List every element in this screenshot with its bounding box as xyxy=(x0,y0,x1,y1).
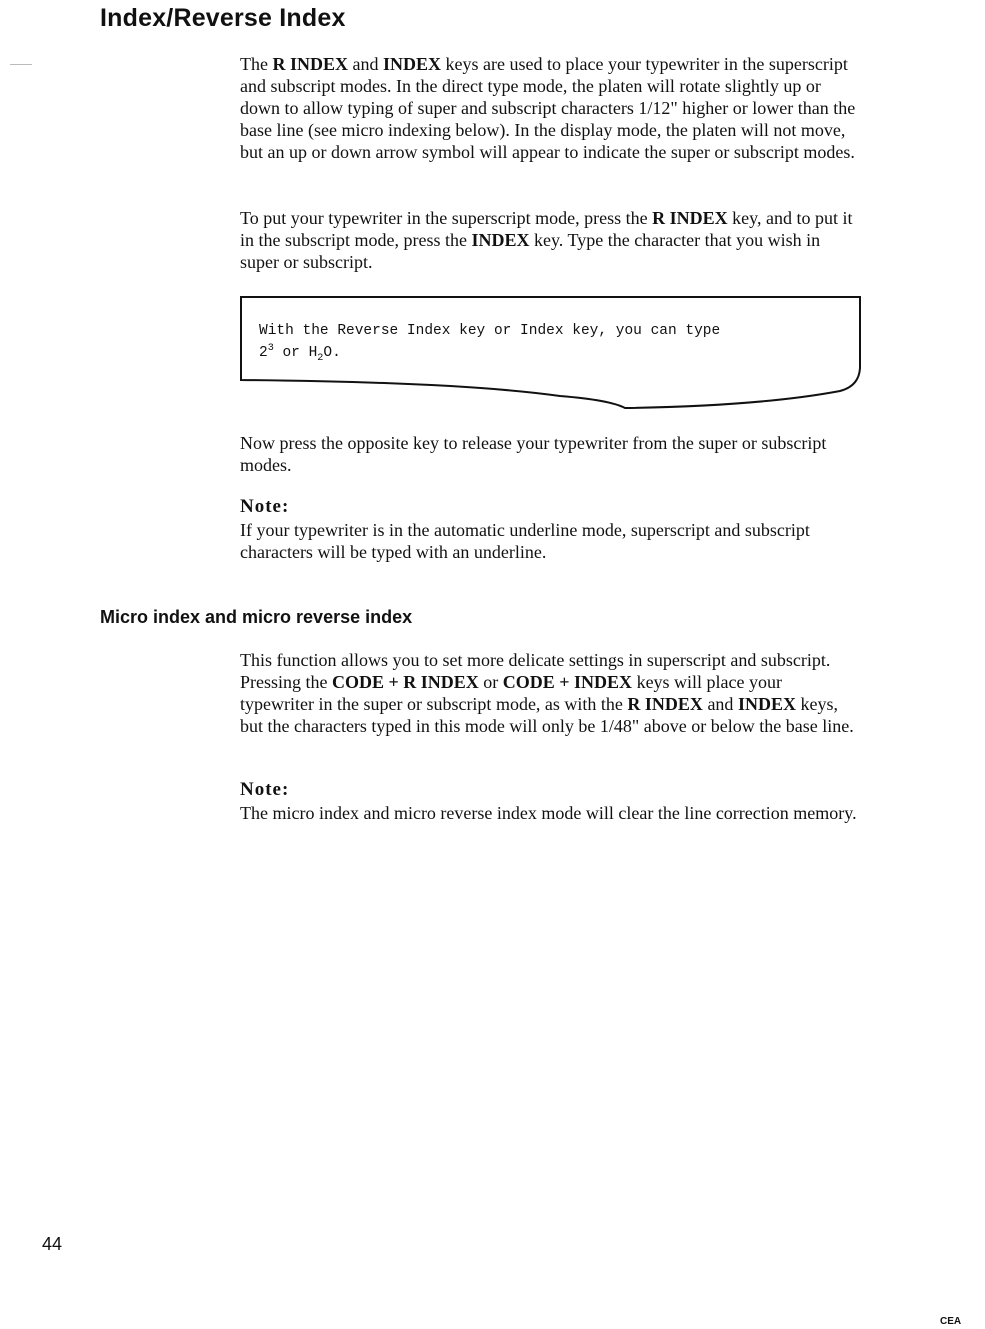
section-title: Micro index and micro reverse index xyxy=(100,607,413,627)
note-text: The micro index and micro reverse index mode will clear the line correction memory. xyxy=(240,803,857,823)
text-run: key, and to put it in the subscript mode, press the xyxy=(240,208,853,250)
key-name: R INDEX xyxy=(627,694,703,714)
intro-paragraph xyxy=(240,53,860,163)
text-run: To put your typewriter in the superscript mode, press the xyxy=(240,208,653,228)
text-run: key. Type the character that you wish in super or subscript. xyxy=(240,230,821,272)
display-char: 2 xyxy=(259,345,268,361)
subscript-char: 2 xyxy=(317,352,324,364)
page-number: 44 xyxy=(42,1234,63,1254)
text-run: The xyxy=(240,54,273,74)
display-char: or H xyxy=(273,345,318,361)
text-run: keys will place your typewriter in the super or subscript mode, as with the xyxy=(240,672,783,714)
text-run: keys, but the characters typed in this mode will only be 1/48" above or below the base line. xyxy=(240,694,854,736)
display-text xyxy=(259,320,720,364)
text-run: keys are used to place your typewriter in the superscript and subscript modes. In the direct type mode, the platen will rotate slightly up or down to allow typing of super and subscript characters 1/12" higher or lower than the base line (see micro indexing below). In the display mode, the platen will not move, but an up or down arrow symbol will appear to indicate the super or subscript modes. xyxy=(240,54,856,162)
text-run: and xyxy=(702,694,738,714)
note-heading: Note: xyxy=(240,496,290,517)
note-text: If your typewriter is in the automatic underline mode, superscript and subscript characters will be typed with an underline. xyxy=(240,520,810,562)
note-heading: Note: xyxy=(240,779,290,800)
key-name: INDEX xyxy=(737,694,796,714)
page-title: Index/Reverse Index xyxy=(100,4,346,32)
key-name: CODE + INDEX xyxy=(502,672,633,692)
key-name: CODE + R INDEX xyxy=(332,672,479,692)
text-run: This function allows you to set more delicate settings in superscript and subscript. Pressing the xyxy=(240,650,831,692)
footer-code: CEA xyxy=(940,1316,962,1327)
release-paragraph: Now press the opposite key to release your typewriter from the super or subscript modes. xyxy=(240,433,827,475)
superscript-instructions xyxy=(240,207,860,273)
key-name: R INDEX xyxy=(272,54,348,74)
text-run: and xyxy=(348,54,383,74)
display-example-box xyxy=(240,296,864,412)
margin-mark xyxy=(10,64,32,65)
text-run: or xyxy=(478,672,503,692)
key-name: INDEX xyxy=(471,230,530,250)
display-line: With the Reverse Index key or Index key, you can type xyxy=(259,323,721,339)
superscript-char: 3 xyxy=(267,343,274,355)
micro-index-paragraph xyxy=(240,649,860,737)
key-name: INDEX xyxy=(383,54,442,74)
display-char: O. xyxy=(323,345,341,361)
key-name: R INDEX xyxy=(652,208,728,228)
